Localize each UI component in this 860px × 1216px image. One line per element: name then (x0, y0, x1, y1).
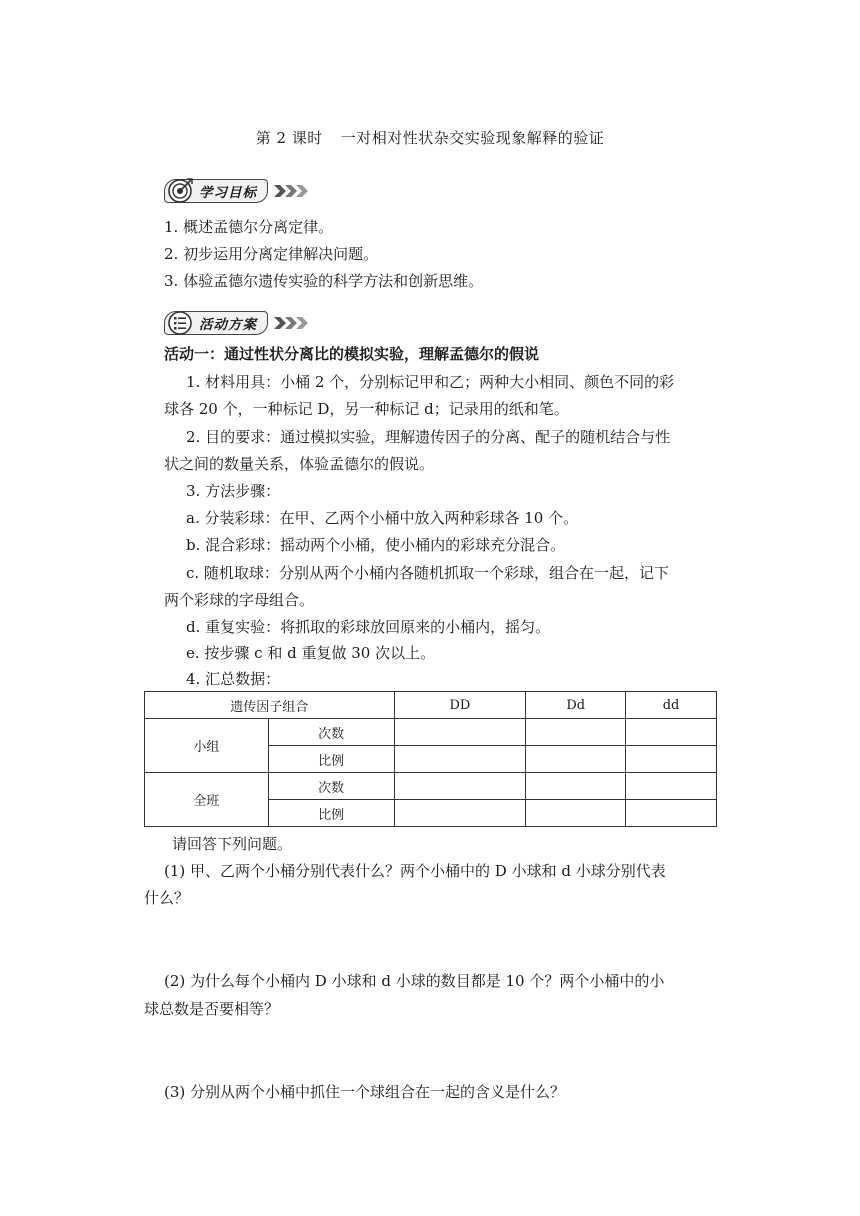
step-b: b. 混合彩球：摇动两个小桶，使小桶内的彩球充分混合。 (186, 536, 566, 554)
step-d: d. 重复实验：将抓取的彩球放回原来的小桶内，摇匀。 (186, 618, 551, 636)
table-cell[interactable] (526, 800, 626, 827)
table-header-label: 遗传因子组合 (145, 692, 395, 719)
question-2-line-1: (2) 为什么每个小桶内 D 小球和 d 小球的数目都是 10 个？两个小桶中的小 (164, 972, 665, 990)
tally-table (144, 691, 717, 827)
table-cell[interactable] (626, 800, 717, 827)
table-row (145, 773, 717, 800)
table-cell[interactable] (526, 746, 626, 773)
row-label-ratio: 比例 (268, 800, 394, 827)
activities-badge (164, 311, 268, 335)
list-icon (167, 308, 195, 336)
group-label-class: 全班 (145, 773, 269, 827)
activity-1-heading: 活动一：通过性状分离比的模拟实验，理解孟德尔的假说 (164, 345, 540, 363)
steps-title: 3. 方法步骤： (186, 482, 281, 500)
question-1-line-1: (1) 甲、乙两个小桶分别代表什么？两个小桶中的 D 小球和 d 小球分别代表 (164, 862, 666, 880)
table-cell[interactable] (394, 773, 526, 800)
step-c-line-2: 两个彩球的字母组合。 (164, 591, 315, 609)
chevron-arrows-icon (274, 316, 310, 330)
page-title (0, 127, 860, 148)
objective-3: 3. 体验孟德尔遗传实验的科学方法和创新思维。 (164, 272, 484, 290)
table-cell[interactable] (626, 773, 717, 800)
table-cell[interactable] (626, 746, 717, 773)
objective-1: 1. 概述孟德尔分离定律。 (164, 218, 334, 236)
row-label-count: 次数 (268, 719, 394, 746)
column-header-dd-lower: dd (626, 692, 717, 719)
objectives-banner (164, 178, 310, 204)
table-cell[interactable] (394, 719, 526, 746)
table-cell[interactable] (526, 773, 626, 800)
table-cell[interactable] (526, 719, 626, 746)
activities-banner (164, 310, 310, 336)
objective-2: 2. 初步运用分离定律解决问题。 (164, 245, 379, 263)
questions-intro: 请回答下列问题。 (172, 835, 293, 853)
lesson-topic: 一对相对性状杂交实验现象解释的验证 (340, 129, 605, 147)
chevron-arrows-icon (274, 184, 310, 198)
table-cell[interactable] (394, 746, 526, 773)
purpose-line-2: 状之间的数量关系，体验孟德尔的假说。 (164, 455, 435, 473)
table-cell[interactable] (626, 719, 717, 746)
table-row (145, 719, 717, 746)
table-cell[interactable] (394, 800, 526, 827)
question-3: (3) 分别从两个小桶中抓住一个球组合在一起的含义是什么？ (164, 1083, 566, 1101)
summary-title: 4. 汇总数据： (186, 670, 281, 688)
question-2-line-2: 球总数是否要相等？ (144, 1000, 280, 1018)
table-header-row (145, 692, 717, 719)
lesson-number: 第 2 课时 (255, 129, 323, 147)
group-label-small: 小组 (145, 719, 269, 773)
target-icon (167, 176, 195, 204)
objectives-badge (164, 179, 268, 203)
step-c-line-1: c. 随机取球：分别从两个小桶内各随机抓取一个彩球，组合在一起，记下 (186, 564, 669, 582)
row-label-ratio: 比例 (268, 746, 394, 773)
purpose-line-1: 2. 目的要求：通过模拟实验，理解遗传因子的分离、配子的随机结合与性 (186, 428, 671, 446)
activities-label: 活动方案 (199, 317, 257, 333)
materials-line-2: 球各 20 个，一种标记 D，另一种标记 d；记录用的纸和笔。 (164, 400, 569, 418)
step-e: e. 按步骤 c 和 d 重复做 30 次以上。 (186, 644, 436, 662)
column-header-dd-upper: DD (394, 692, 526, 719)
objectives-label: 学习目标 (199, 185, 257, 201)
question-1-line-2: 什么？ (144, 889, 190, 907)
column-header-dd-mixed: Dd (526, 692, 626, 719)
row-label-count: 次数 (268, 773, 394, 800)
step-a: a. 分装彩球：在甲、乙两个小桶中放入两种彩球各 10 个。 (186, 509, 579, 527)
materials-line-1: 1. 材料用具：小桶 2 个，分别标记甲和乙；两种大小相同、颜色不同的彩 (186, 373, 675, 391)
